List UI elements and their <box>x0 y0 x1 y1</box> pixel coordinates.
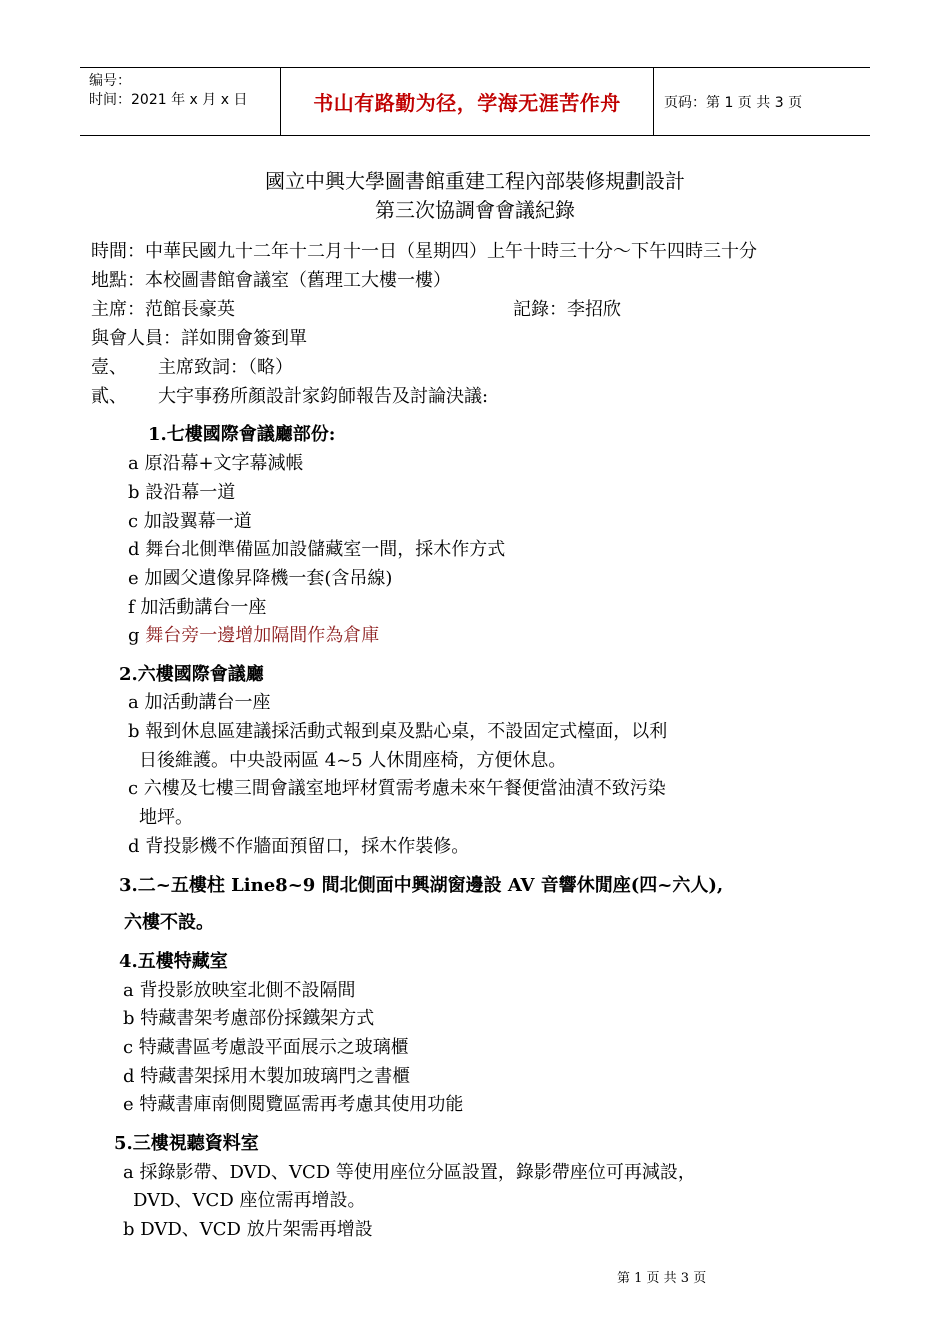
agenda-item-1-number: 壹、 <box>91 357 127 378</box>
list-item: d 特藏書架採用木製加玻璃門之書櫃 <box>123 1066 411 1087</box>
agenda-item-1-text: 主席致詞：（略） <box>158 357 293 378</box>
section-3-heading: 3.二~五樓柱 Line8~9 間北側面中興湖窗邊設 AV 音響休閒座(四~六人), <box>119 875 724 896</box>
header-meta-cell <box>80 68 281 135</box>
section-5-heading: 5.三樓視聽資料室 <box>114 1133 259 1154</box>
list-item: b 報到休息區建議採活動式報到桌及點心桌，不設固定式檯面，以利 <box>128 721 668 742</box>
section-3-heading-continuation: 六樓不設。 <box>124 912 214 933</box>
agenda-item-2-number: 貳、 <box>91 386 127 407</box>
document-title-line2: 第三次協調會會議紀錄 <box>375 198 575 222</box>
list-item: f 加活動講台一座 <box>128 597 267 618</box>
document-number: 编号： <box>89 73 131 89</box>
list-item: a 加活動講台一座 <box>128 692 271 713</box>
list-item-highlighted <box>128 624 379 648</box>
agenda-item-2-text: 大宇事務所顏設計家鈞師報告及討論決議: <box>158 386 489 407</box>
list-item: c 六樓及七樓三間會議室地坪材質需考慮未來午餐便當油漬不致污染 <box>128 778 666 799</box>
header-table <box>80 67 870 136</box>
list-item: e 加國父遺像昇降機一套(含吊線) <box>128 568 393 589</box>
list-item: b 設沿幕一道 <box>128 482 236 503</box>
header-page-info: 页码：第 1 页 共 3 页 <box>664 94 803 111</box>
list-item: a 原沿幕+文字幕減帳 <box>128 453 304 474</box>
list-item: b DVD、VCD 放片架需再增設 <box>123 1219 373 1240</box>
document-title-line1: 國立中興大學圖書館重建工程內部裝修規劃設計 <box>265 169 685 193</box>
list-item-prefix: g <box>128 625 146 646</box>
meeting-time: 時間：中華民國九十二年十二月十一日（星期四）上午十時三十分～下午四時三十分 <box>91 241 757 262</box>
list-item: b 特藏書架考慮部份採鐵架方式 <box>123 1008 375 1029</box>
document-date: 时间：2021 年 x 月 x 日 <box>89 92 248 108</box>
list-item: c 特藏書區考慮設平面展示之玻璃櫃 <box>123 1037 409 1058</box>
meeting-attendees: 與會人員：詳如開會簽到單 <box>91 328 307 349</box>
meeting-recorder: 記錄：李招欣 <box>513 299 621 320</box>
list-item: a 背投影放映室北側不設隔間 <box>123 980 356 1001</box>
list-item: d 背投影機不作牆面預留口，採木作裝修。 <box>128 836 470 857</box>
section-4-heading: 4.五樓特藏室 <box>119 951 228 972</box>
list-item-continuation: 日後維護。中央設兩區 4~5 人休閒座椅，方便休息。 <box>139 750 567 771</box>
page-footer: 第 1 页 共 3 页 <box>617 1271 707 1286</box>
section-2-heading: 2.六樓國際會議廳 <box>119 664 264 685</box>
list-item: a 採錄影帶、DVD、VCD 等使用座位分區設置，錄影帶座位可再減設， <box>123 1162 696 1183</box>
list-item-continuation: 地坪。 <box>139 807 193 828</box>
list-item: c 加設翼幕一道 <box>128 511 252 532</box>
meeting-place: 地點：本校圖書館會議室（舊理工大樓一樓） <box>91 270 451 291</box>
list-item: d 舞台北側準備區加設儲藏室一間，採木作方式 <box>128 539 506 560</box>
list-item: e 特藏書庫南側閱覽區需再考慮其使用功能 <box>123 1094 464 1115</box>
list-item-red-text: 舞台旁一邊增加隔間作為倉庫 <box>145 625 380 646</box>
list-item-continuation: DVD、VCD 座位需再增設。 <box>133 1190 366 1211</box>
meeting-chair: 主席：范館長豪英 <box>91 299 235 320</box>
header-motto: 书山有路勤为径，学海无涯苦作舟 <box>281 68 654 135</box>
section-1-heading: 1.七樓國際會議廳部份: <box>148 424 336 445</box>
